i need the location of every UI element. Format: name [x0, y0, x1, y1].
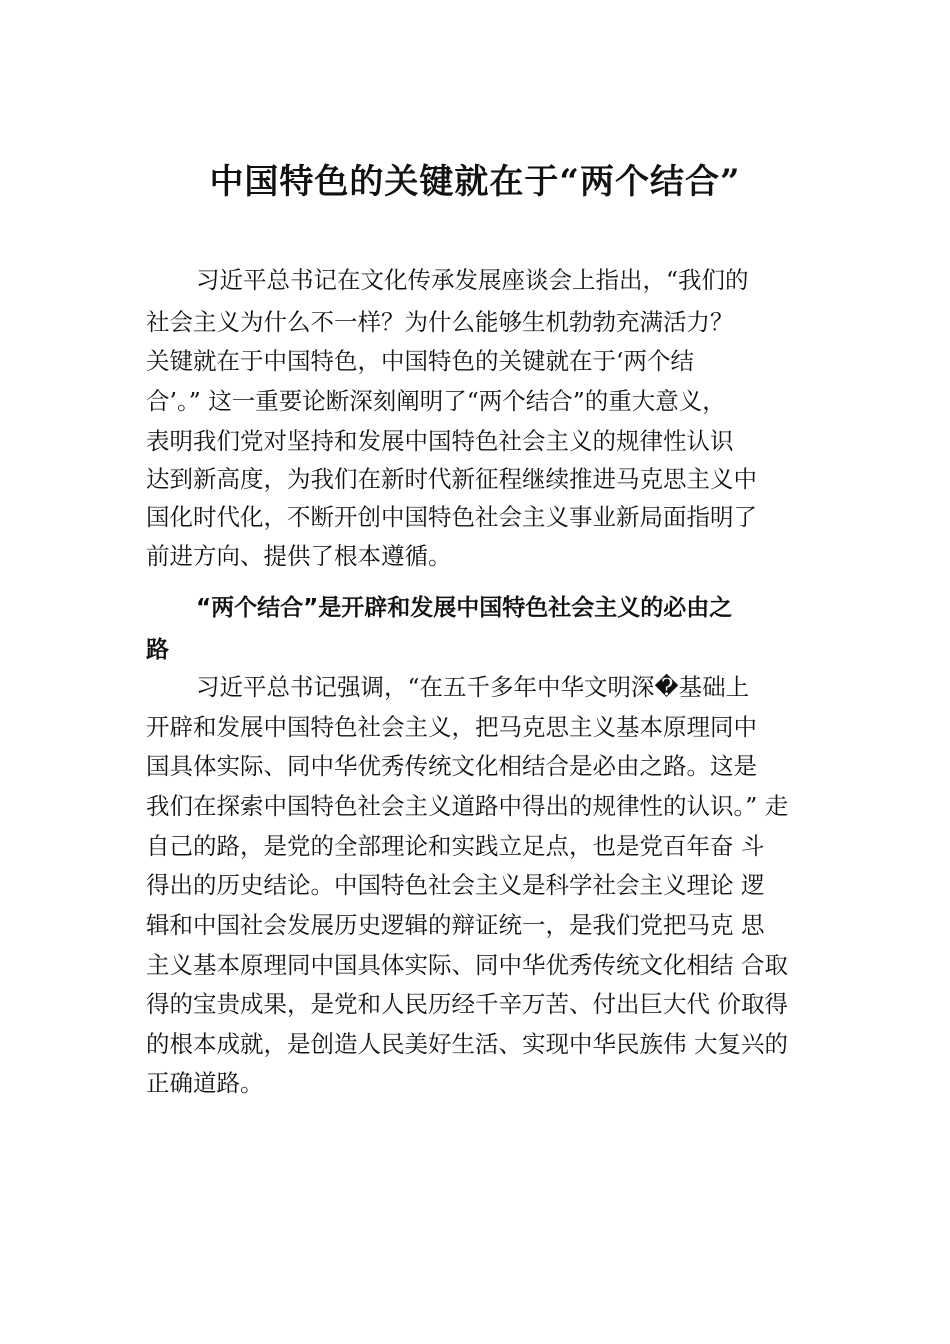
paragraph-line: 得出的历史结论。中国特色社会主义是科学社会主义理论 逻: [146, 871, 765, 899]
section-heading-line: 路: [146, 637, 169, 663]
paragraph-line: 自己的路，是党的全部理论和实践立足点，也是党百年奋 斗: [146, 832, 765, 860]
paragraph-line: 关键就在于中国特色，中国特色的关键就在于‘两个结: [146, 347, 694, 375]
paragraph-line: 达到新高度，为我们在新时代新征程继续推进马克思主义中: [146, 465, 757, 493]
paragraph-line: 国具体实际、同中华优秀传统文化相结合是必由之路。这是: [146, 752, 757, 780]
paragraph-line: 表明我们党对坚持和发展中国特色社会主义的规律性认识: [146, 427, 734, 455]
paragraph-line: 我们在探索中国特色社会主义道路中得出的规律性的认识。” 走: [146, 792, 789, 820]
paragraph-line: 前进方向、提供了根本遵循。: [146, 542, 452, 570]
paragraph-line: 正确道路。: [146, 1069, 264, 1097]
paragraph-line: 的根本成就，是创造人民美好生活、实现中华民族伟 大复兴的: [146, 1030, 788, 1058]
paragraph-line: 合’。” 这一重要论断深刻阐明了“两个结合”的重大意义，: [146, 387, 726, 415]
paragraph-line: 国化时代化，不断开创中国特色社会主义事业新局面指明了: [146, 503, 757, 531]
paragraph-line: 得的宝贵成果，是党和人民历经千辛万苦、付出巨大代 价取得: [146, 990, 788, 1018]
paragraph-line: 开辟和发展中国特色社会主义，把马克思主义基本原理同中: [146, 713, 757, 741]
paragraph-line: 习近平总书记强调，“在五千多年中华文明深�基础上: [196, 673, 750, 701]
section-heading-line: “两个结合”是开辟和发展中国特色社会主义的必由之: [196, 595, 733, 621]
paragraph-line: 主义基本原理同中国具体实际、同中华优秀传统文化相结 合取: [146, 951, 788, 979]
paragraph-line: 社会主义为什么不一样？为什么能够生机勃勃充满活力？: [146, 308, 734, 336]
paragraph-line: 辑和中国社会发展历史逻辑的辩证统一，是我们党把马克 思: [146, 911, 765, 939]
document-title: 中国特色的关键就在于“两个结合”: [209, 162, 741, 202]
paragraph-line: 习近平总书记在文化传承发展座谈会上指出，“我们的: [196, 266, 749, 294]
